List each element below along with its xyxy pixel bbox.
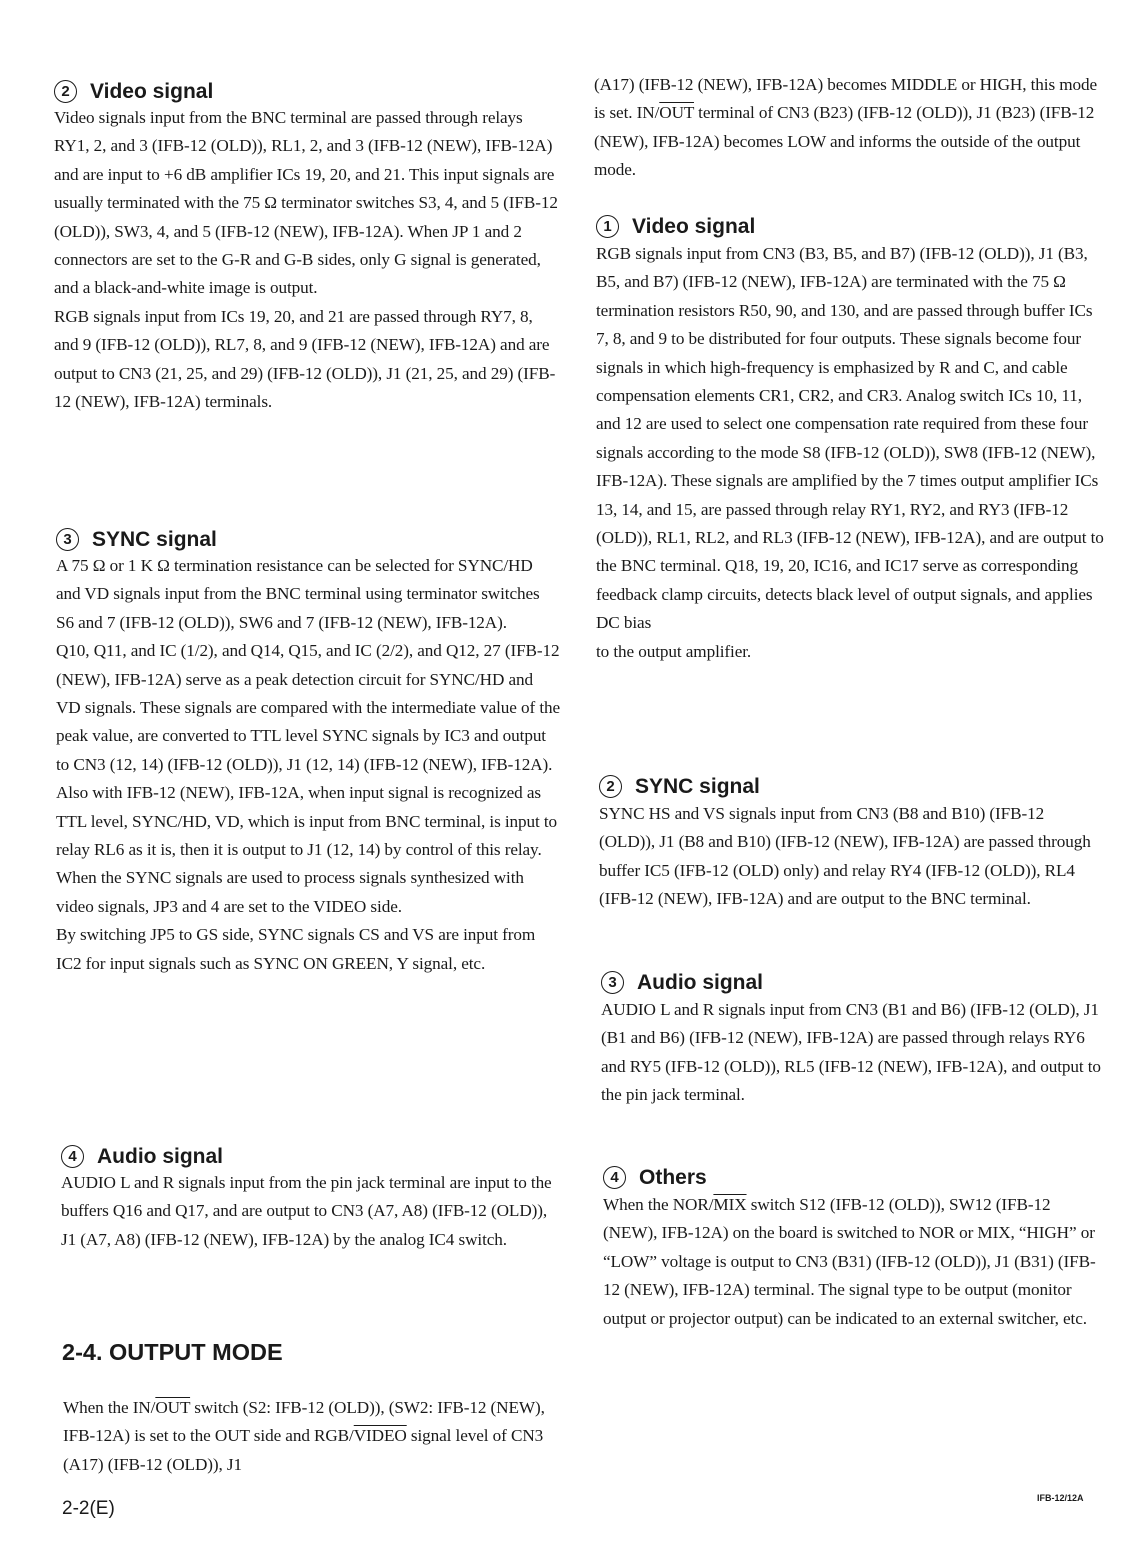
heading-text: SYNC signal [635,775,760,798]
section-heading-video-signal-left [54,79,213,105]
heading-text: SYNC signal [92,528,217,551]
section-heading-others [603,1165,707,1191]
heading-text: Others [639,1166,707,1189]
circled-number: 4 [61,1145,84,1168]
paragraph: A 75 Ω or 1 K Ω termination resistance can be selected for SYNC/HD and VD signals input from the BNC terminal using terminator switches S6 and 7 (IFB-12 (OLD)), SW6 and 7 (IFB-12 (NEW), IFB-12A). [56,556,540,632]
heading-text: Video signal [90,80,214,103]
paragraph: AUDIO L and R signals input from CN3 (B1 and B6) (IFB-12 (OLD), J1 (B1 and B6) (IFB-12 (NEW), IFB-12A) are passed through relays RY6 and RY5 (IFB-12 (OLD)), RL5 (IFB-12 (NEW), IFB-12A), and output to the pin jack terminal. [601,1000,1101,1105]
others-body: When the NOR/$\overline{MIX}$ switch S12 (IFB-12 (OLD)), SW12 (IFB-12 (NEW), IFB-12A) on the board is switched to NOR or MIX, “HIGH” or “LOW” voltage is output to CN3 (B31) (IFB-12 (OLD)), J1 (B31) (IFB-12 (NEW), IFB-12A) terminal. The signal type to be output (monitor output or projector output) can be indicated to an external switcher, etc. [603,1195,1096,1328]
paragraph: By switching JP5 to GS side, SYNC signals CS and VS are input from IC2 for input signals such as SYNC ON GREEN, Y signal, etc. [56,925,536,973]
sync-signal-body-left [56,552,561,978]
heading-text: Audio signal [637,971,763,994]
output-mode-continued: (A17) (IFB-12 (NEW), IFB-12A) becomes MIDDLE or HIGH, this mode is set. $IN/\overline{OUT}$ terminal of CN3 (B23) (IFB-12 (OLD)), J1 (B23) (IFB-12 (NEW), IFB-12A) becomes LOW and informs the outside of the output mode. [594,75,1098,180]
heading-text: Video signal [632,215,756,238]
circled-number: 2 [54,80,77,103]
circled-number: 4 [603,1166,626,1189]
section-heading-audio-signal-right [601,970,763,996]
video-signal-body-left [54,104,559,416]
paragraph: to the output amplifier. [596,641,752,661]
output-mode-title: 2-4. OUTPUT MODE [62,1339,283,1365]
section-heading-video-signal-right [596,214,755,240]
video-signal-body-right [596,240,1104,666]
audio-signal-body-right [601,996,1106,1110]
paragraph: Video signals input from the BNC terminal are passed through relays RY1, 2, and 3 (IFB-12 (OLD)), RL1, 2, and 3 (IFB-12 (NEW), IFB-12A) and are input to +6 dB amplifier ICs 19, 20, and 21. This input signals are usually terminated with the 75 Ω terminator switches S3, 4, and 5 (IFB-12 (OLD)), SW3, 4, and 5 (IFB-12 (NEW), IFB-12A). When JP 1 and 2 connectors are set to the G-R and G-B sides, only G signal is generated, and a black-and-white image is output. [54,108,558,298]
paragraph: AUDIO L and R signals input from the pin jack terminal are input to the buffers Q16 and Q17, and are output to CN3 (A7, A8) (IFB-12 (OLD)), J1 (A7, A8) (IFB-12 (NEW), IFB-12A) by the analog IC4 switch. [61,1173,552,1249]
paragraph: SYNC HS and VS signals input from CN3 (B8 and B10) (IFB-12 (OLD)), J1 (B8 and B10) (IFB-12 (NEW), IFB-12A) are passed through buffer IC5 (IFB-12 (OLD) only) and relay RY4 (IFB-12 (OLD)), RL4 (IFB-12 (NEW), IFB-12A) and are output to the BNC terminal. [599,804,1091,909]
paragraph: Q10, Q11, and IC (1/2), and Q14, Q15, and IC (2/2), and Q12, 27 (IFB-12 (NEW), IFB-12A) serve as a peak detection circuit for SYNC/HD and VD signals. These signals are compared with the intermediate value of the peak value, are converted to TTL level SYNC signals by IC3 and output to CN3 (12, 14) (IFB-12 (OLD)), J1 (12, 14) (IFB-12 (NEW), IFB-12A). Also with IFB-12 (NEW), IFB-12A, when input signal is recognized as TTL level, SYNC/HD, VD, which is input from BNC terminal, is input to relay RL6 as it is, then it is output to J1 (12, 14) by control of this relay. When the SYNC signals are used to process signals synthesized with video signals, JP3 and 4 are set to the VIDEO side. [56,641,561,916]
audio-signal-body-left [61,1169,561,1254]
circled-number: 1 [596,215,619,238]
output-mode-body: When the $IN/\overline{OUT}$ switch (S2: IFB-12 (OLD)), (SW2: IFB-12 (NEW), IFB-12A) is set to the OUT side and RGB/VIDEO signal level of CN3 (A17) (IFB-12 (OLD)), J1 [63,1398,545,1474]
section-heading-sync-signal-left [56,527,217,553]
section-heading-sync-signal-right [599,774,760,800]
section-heading-audio-signal-left [61,1144,223,1170]
circled-number: 2 [599,775,622,798]
paragraph: RGB signals input from ICs 19, 20, and 21 are passed through RY7, 8, and 9 (IFB-12 (OLD)), RL7, 8, and 9 (IFB-12 (NEW), IFB-12A) and are output to CN3 (21, 25, and 29) (IFB-12 (OLD)), J1 (21, 25, and 29) (IFB-12 (NEW), IFB-12A) terminals. [54,306,556,412]
page-number: 2-2(E) [62,1498,115,1519]
circled-number: 3 [56,528,79,551]
model-label: IFB-12/12A [1037,1493,1084,1503]
sync-signal-body-right [599,800,1104,914]
heading-text: Audio signal [97,1145,223,1168]
paragraph: RGB signals input from CN3 (B3, B5, and B7) (IFB-12 (OLD)), J1 (B3, B5, and B7) (IFB-12 (NEW), IFB-12A) are terminated with the 75 Ω termination resistors R50, 90, and 130, and are passed through buffer ICs 7, 8, and 9 to be distributed for four outputs. These signals become four signals in which high-frequency is emphasized by R and C, and cable compensation elements CR1, CR2, and CR3. Analog switch ICs 10, 11, and 12 are used to select one compensation rate required from these four signals according to the mode S8 (IFB-12 (OLD)), SW8 (IFB-12 (NEW), IFB-12A). These signals are amplified by the 7 times output amplifier ICs 13, 14, and 15, are passed through relay RY1, RY2, and RY3 (IFB-12 (OLD)), RL1, RL2, and RL3 (IFB-12 (NEW), IFB-12A), and are output to the BNC terminal. Q18, 19, 20, IC16, and IC17 serve as corresponding feedback clamp circuits, detects black level of output signals, and applies DC bias [596,244,1104,633]
circled-number: 3 [601,971,624,994]
